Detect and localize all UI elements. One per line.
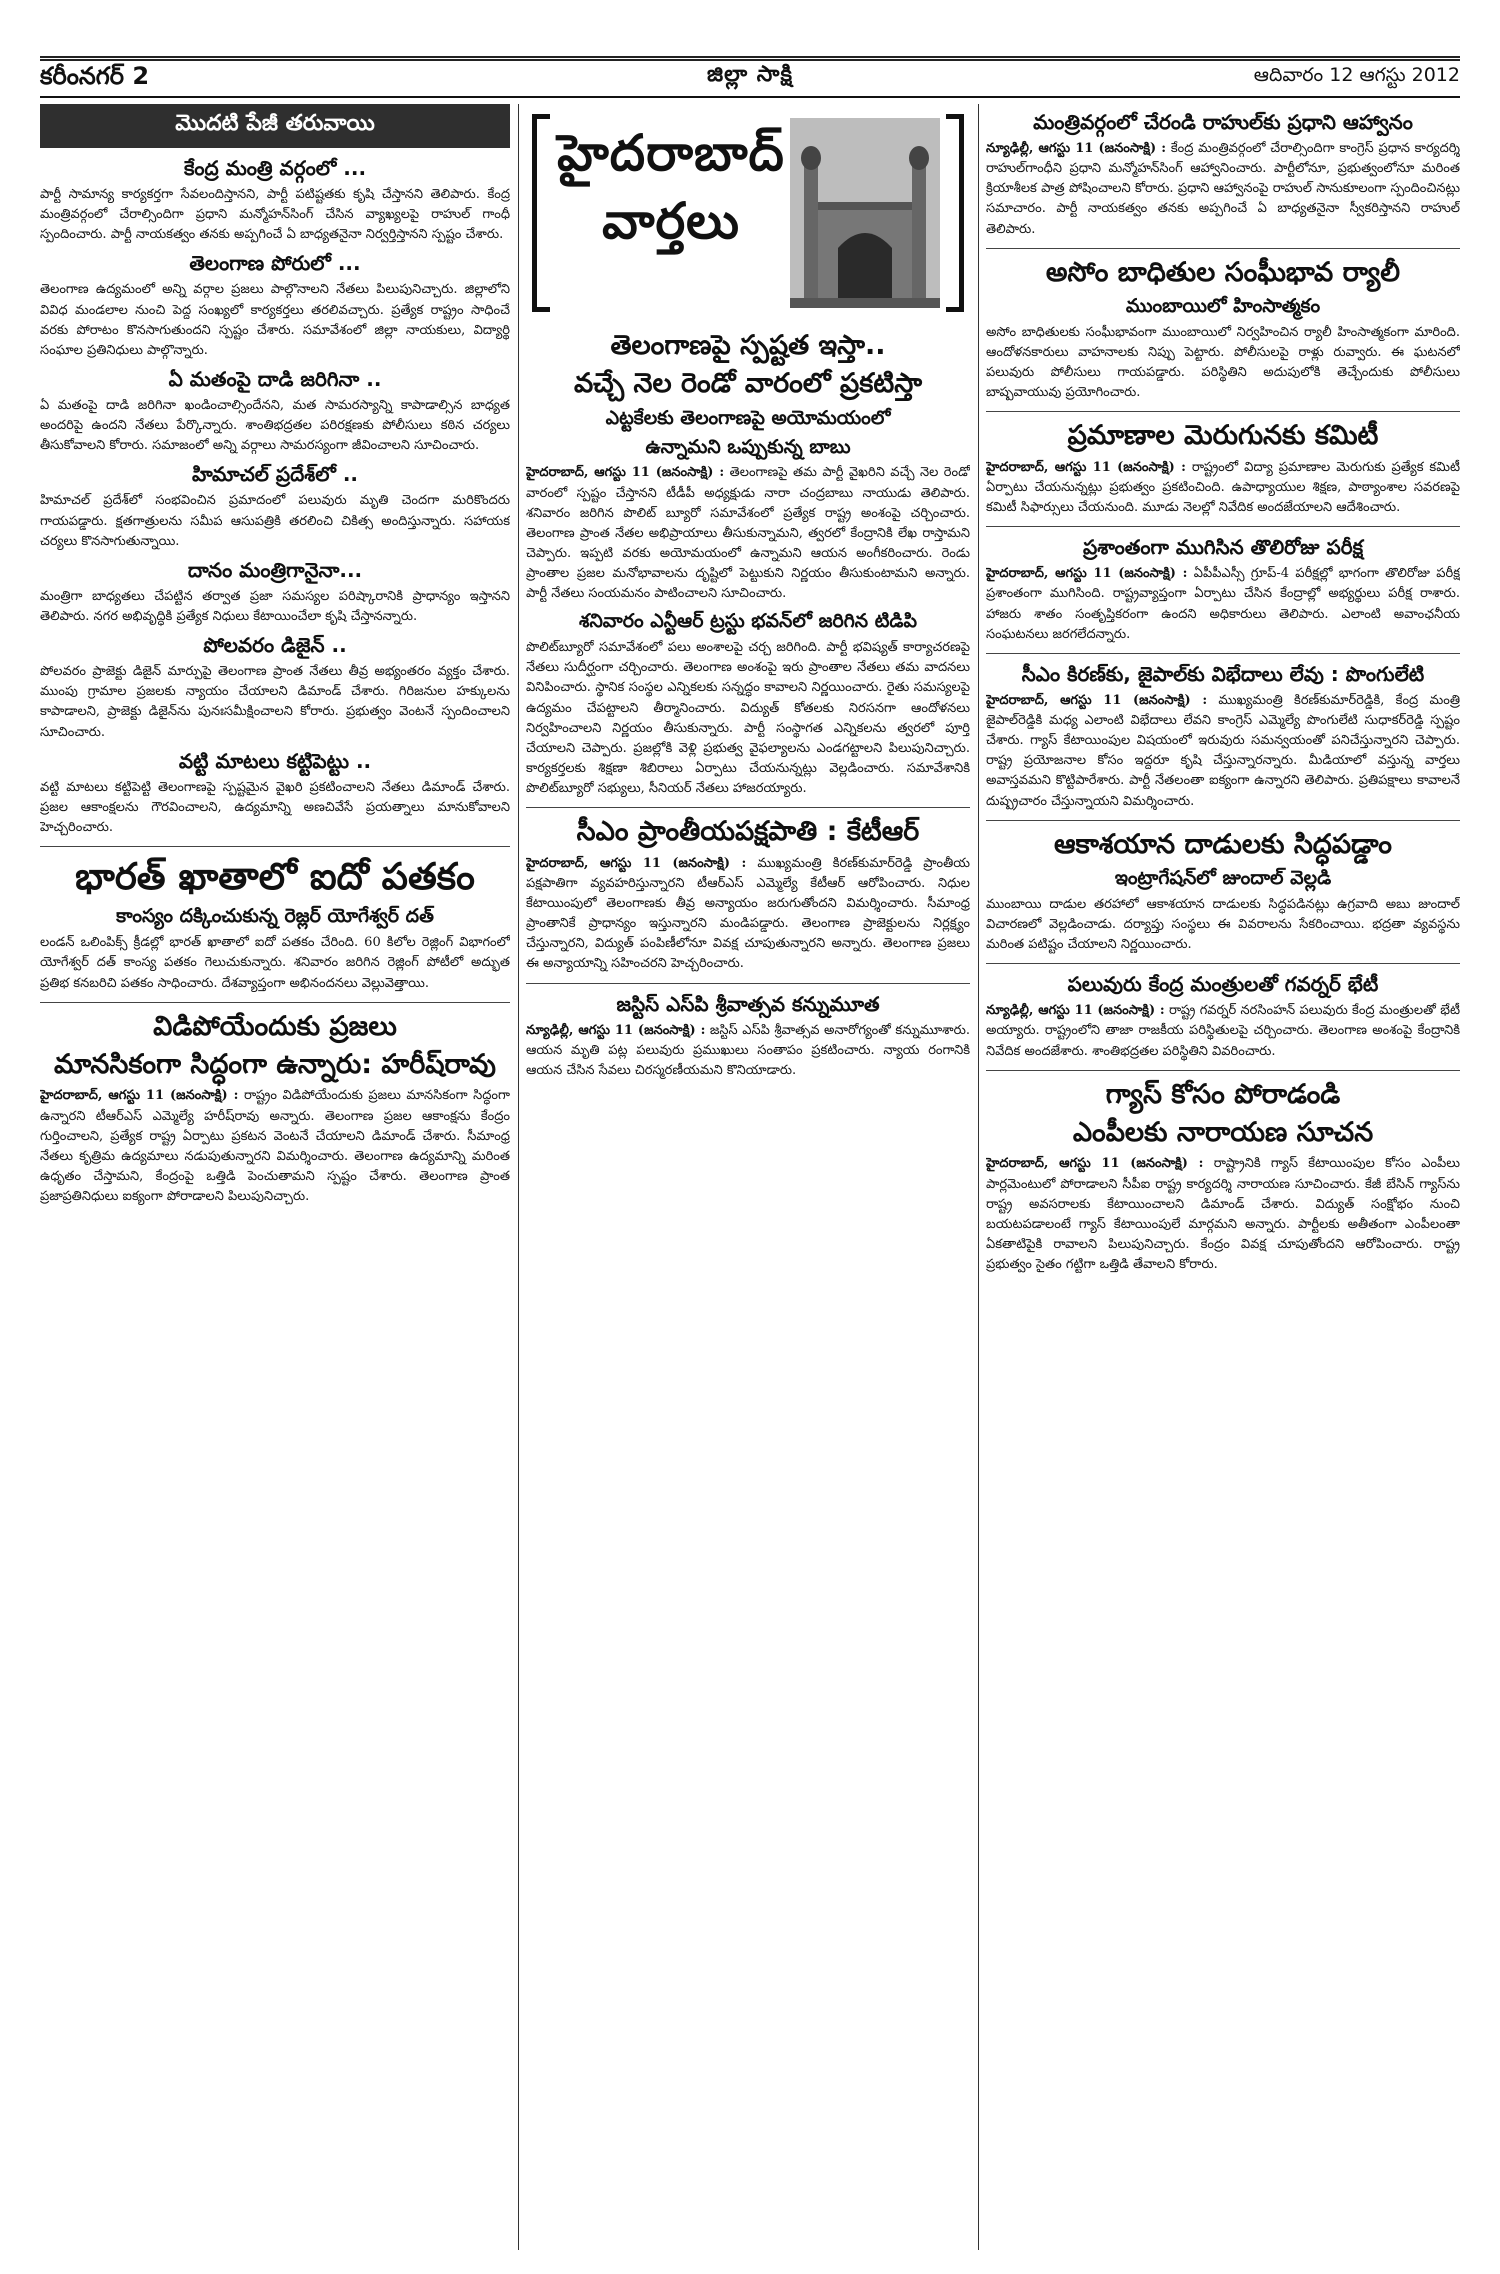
dateline: హైదరాబాద్‌, ఆగస్టు 11 (జనంసాక్షి) : [986,692,1208,708]
article-divider [986,526,1460,527]
dateline: హైదరాబాద్‌, ఆగస్టు 11 (జనంసాక్షి) : [986,1156,1204,1172]
article-body: ముంబాయి దాడుల తరహాలో ఆకాశయాన దాడులకు సిద్ధపడినట్లు ఉగ్రవాది అబు జుందాల్‌ విచారణలో వెల్లడించాడు. దర్యాప్తు సంస్థలు ఈ వివరాలను సేకరించాయి. భద్రతా వ్యవస్థను మరింత పటిష్టం చేయాలని నిర్ణయించారు. [986,896,1460,953]
dateline: న్యూఢిల్లీ, ఆగస్టు 11 (జనంసాక్షి) : [526,1022,706,1038]
article-divider [986,1070,1460,1071]
issue-date: ఆదివారం 12 ఆగస్టు 2012 [1253,64,1460,86]
dateline: హైదరాబాద్‌, ఆగస్టు 11 (జనంసాక్షి) : [526,855,747,871]
article-divider [526,807,970,808]
article-subheadline: ఇంట్రాగేషన్‌లో జుందాల్‌ వెల్లడి [1114,867,1332,890]
right-column [986,104,1460,2250]
article-body: రాష్ట్రంలో విద్యా ప్రమాణాల మెరుగుకు ప్రత్యేక కమిటీ ఏర్పాటు చేయనున్నట్లు ప్రభుత్వం ప్రకటించింది. ఉపాధ్యాయుల శిక్షణ, పాఠ్యాంశాల సవరణపై కమిటీ సిఫార్సులు చేయనుంది. మూడు నెలల్లో నివేదిక అందజేయాలని ఆదేశించారు. [986,459,1460,516]
article-body: తెలంగాణ ఉద్యమంలో అన్ని వర్గాల ప్రజలు పాల్గొనాలని నేతలు పిలుపునిచ్చారు. జిల్లాలోని వివిధ మండలాల నుంచి పెద్ద సంఖ్యలో కార్యకర్తలు తరలివచ్చారు. ప్రత్యేక రాష్ట్రం సాధించే వరకు పోరాటం కొనసాగుతుందని స్పష్టం చేశారు. సమావేశంలో జిల్లా నాయకులు, విద్యార్థి సంఘాల ప్రతినిధులు పాల్గొన్నారు. [40,282,510,358]
section-title-bar: మొదటి పేజీ తరువాయి [40,104,510,148]
article-body: వట్టి మాటలు కట్టిపెట్టి తెలంగాణపై స్పష్టమైన వైఖరి ప్రకటించాలని నేతలు డిమాండ్‌ చేశారు. ప్రజల ఆకాంక్షలను గౌరవించాలని, ఉద్యమాన్ని అణచివేసే ప్రయత్నాలు మానుకోవాలని హెచ్చరించారు. [40,779,510,835]
article-subheadline: కాంస్యం దక్కించుకున్న రెజ్లర్‌ యోగేశ్వర్‌ దత్‌ [116,905,434,928]
dateline: హైదరాబాద్‌, ఆగస్టు 11 (జనంసాక్షి) : [526,465,725,481]
article-heading: కేంద్ర మంత్రి వర్గంలో ... [183,156,367,180]
bracket-right [946,114,964,312]
article-subheadline: ముంబాయిలో హింసాత్మకం [1125,295,1321,318]
page-label: కరీంనగర్‌ 2 [40,62,150,90]
article-headline: విడిపోయేందుకు ప్రజలు [153,1010,397,1042]
article-body: రాష్ట్రం విడిపోయేందుకు ప్రజలు మానసికంగా సిద్ధంగా ఉన్నారని టీఆర్‌ఎస్‌ ఎమ్మెల్యే హరీష్‌రావు అన్నారు. తెలంగాణ ప్రజల ఆకాంక్షను కేంద్రం గుర్తించాలని, ప్రత్యేక రాష్ట్ర ఏర్పాటు ప్రకటన వెంటనే చేయాలని డిమాండ్‌ చేశారు. సీమాంధ్ర నేతలు కృత్రిమ ఉద్యమాలు నడుపుతున్నారని విమర్శించారు. తెలంగాణ ఉద్యమాన్ని మరింత ఉధృతం చేస్తామని, కేంద్రంపై ఒత్తిడి పెంచుతామని స్పష్టం చేశారు. తెలంగాణ ప్రాంత ప్రజాప్రతినిధులు ఐక్యంగా పోరాడాలని పిలుపునిచ్చారు. [40,1088,510,1205]
article-body: తెలంగాణపై తమ పార్టీ వైఖరిని వచ్చే నెల రెండో వారంలో స్పష్టం చేస్తానని టీడీపీ అధ్యక్షుడు నారా చంద్రబాబు నాయుడు తెలిపారు. శనివారం జరిగిన పొలిట్‌ బ్యూరో సమావేశంలో ప్రత్యేక రాష్ట్ర అంశంపై చర్చించారు. తెలంగాణ ప్రాంత నేతల అభిప్రాయాలు తీసుకున్నామని, త్వరలో కేంద్రానికి లేఖ రాస్తామని చెప్పారు. ఇప్పటి వరకు అయోమయంలో ఉన్నామని ఆయన అంగీకరించారు. రెండు ప్రాంతాల ప్రజల మనోభావాలను దృష్టిలో పెట్టుకుని నిర్ణయం తీసుకుంటామని అన్నారు. పార్టీ నేతలు సంయమనం పాటించాలని సూచించారు. [526,465,970,602]
masthead: జిల్లా సాక్షి [707,62,793,87]
article-divider [986,963,1460,964]
middle-column [526,104,970,2250]
column-divider [518,104,519,2250]
article-headline: తెలంగాణపై స్పష్టత ఇస్తా.. [610,330,886,361]
article-body: జస్టిస్‌ ఎస్‌పి శ్రీవాత్సవ అనారోగ్యంతో కన్నుమూశారు. ఆయన మృతి పట్ల పలువురు ప్రముఖులు సంతాపం ప్రకటించారు. న్యాయ రంగానికి ఆయన చేసిన సేవలు చిరస్మరణీయమని కొనియాడారు. [526,1022,970,1078]
article-kicker: ఉన్నామని ఒప్పుకున్న బాబు [645,435,851,458]
photo-caption: శనివారం ఎన్టీఆర్‌ ట్రస్టు భవన్‌లో జరిగిన టిడిపి [579,610,917,633]
article-body: పోలవరం ప్రాజెక్టు డిజైన్‌ మార్పుపై తెలంగాణ ప్రాంత నేతలు తీవ్ర అభ్యంతరం వ్యక్తం చేశారు. ముంపు గ్రామాల ప్రజలకు న్యాయం చేయాలని డిమాండ్‌ చేశారు. గిరిజనుల హక్కులను కాపాడాలని, ప్రాజెక్టు డిజైన్‌ను పునఃసమీక్షించాలని కోరారు. ప్రభుత్వం వెంటనే స్పందించాలని సూచించారు. [40,664,510,740]
article-body: పార్టీ సామాన్య కార్యకర్తగా సేవలందిస్తానని, పార్టీ పటిష్టతకు కృషి చేస్తానని తెలిపారు. కేంద్ర మంత్రివర్గంలో చేరాల్సిందిగా ప్రధాని మన్మోహన్‌సింగ్‌ చేసిన వ్యాఖ్యలపై రాహుల్‌ గాంధీ స్పందించారు. పార్టీ నాయకత్వం తనకు అప్పగించే ఏ బాధ్యతనైనా నిర్వర్తిస్తానని స్పష్టం చేశారు. [40,187,510,243]
dateline: న్యూఢిల్లీ, ఆగస్టు 11 (జనంసాక్షి) : [986,1003,1165,1019]
article-body: హిమాచల్‌ ప్రదేశ్‌లో సంభవించిన ప్రమాదంలో పలువురు మృతి చెందగా మరికొందరు గాయపడ్డారు. క్షతగాత్రులను సమీప ఆసుపత్రికి తరలించి చికిత్స అందిస్తున్నారు. సహాయక చర్యలు కొనసాగుతున్నాయి. [40,493,510,549]
header-rule [40,96,1460,98]
article-body: పొలిట్‌బ్యూరో సమావేశంలో పలు అంశాలపై చర్చ జరిగింది. పార్టీ భవిష్యత్‌ కార్యాచరణపై నేతలు సుదీర్ఘంగా చర్చించారు. తెలంగాణ అంశంపై ఇరు ప్రాంతాల నేతలు తమ వాదనలు వినిపించారు. స్థానిక సంస్థల ఎన్నికలకు సన్నద్ధం కావాలని నిర్ణయించారు. రైతు సమస్యలపై ఉద్యమం చేపట్టాలని తీర్మానించారు. విద్యుత్‌ కోతలకు నిరసనగా ఆందోళనలు నిర్వహించాలని నిర్ణయం తీసుకున్నారు. పార్టీ సంస్థాగత ఎన్నికలను త్వరలో పూర్తి చేయాలని చెప్పారు. ప్రజల్లోకి వెళ్లి ప్రభుత్వ వైఫల్యాలను ఎండగట్టాలని పిలుపునిచ్చారు. కార్యకర్తలకు శిక్షణా శిబిరాలు ఏర్పాటు చేయనున్నట్లు వెల్లడించారు. సమావేశానికి పొలిట్‌బ్యూరో సభ్యులు, సీనియర్‌ నేతలు హాజరయ్యారు. [526,640,970,797]
article-headline: అసోం బాధితుల సంఘీభావ ర్యాలీ [1045,256,1401,288]
article-divider [986,248,1460,249]
article-headline: సీఎం ప్రాంతీయపక్షపాతి : కేటీఆర్‌ [576,816,920,848]
article-headline: ఆకాశయాన దాడులకు సిద్ధపడ్డాం [1054,828,1392,860]
article-heading: హిమాచల్‌ ప్రదేశ్‌లో .. [191,462,359,487]
article-body: మంత్రిగా బాధ్యతలు చేపట్టిన తర్వాత ప్రజా సమస్యల పరిష్కారానికి ప్రాధాన్యం ఇస్తానని తెలిపారు. నగర అభివృద్ధికి ప్రత్యేక నిధులు కేటాయించేలా కృషి చేస్తానన్నారు. [40,588,510,624]
article-headline: మానసికంగా సిద్ధంగా ఉన్నారు: హరీష్‌రావు [54,1049,496,1081]
dateline: హైదరాబాద్‌, ఆగస్టు 11 (జనంసాక్షి) : [40,1088,239,1104]
article-body: ముఖ్యమంత్రి కిరణ్‌కుమార్‌రెడ్డికి, కేంద్ర మంత్రి జైపాల్‌రెడ్డికి మధ్య ఎలాంటి విభేదాలు లేవని కాంగ్రెస్‌ ఎమ్మెల్యే పొంగులేటి సుధాకర్‌రెడ్డి స్పష్టం చేశారు. గ్యాస్‌ కేటాయింపుల విషయంలో ఇరువురు సమన్వయంతో పనిచేస్తున్నారని చెప్పారు. రాష్ట్ర ప్రయోజనాల కోసం ఇద్దరూ కృషి చేస్తున్నారన్నారు. మీడియాలో వస్తున్న వార్తలు అవాస్తవమని కొట్టిపారేశారు. పార్టీ నేతలంతా ఐక్యంగా ఉన్నారని తెలిపారు. ప్రతిపక్షాలు కావాలనే దుష్ప్రచారం చేస్తున్నాయని విమర్శించారు. [986,692,1460,809]
article-headline: గ్యాస్‌ కోసం పోరాడండి [1105,1078,1341,1110]
article-headline: వచ్చే నెల రెండో వారంలో ప్రకటిస్తా [573,368,923,400]
article-heading: తెలంగాణ పోరులో ... [189,251,361,276]
article-divider [40,1002,510,1003]
article-headline: సీఎం కిరణ్‌కు, జైపాల్‌కు విభేదాలు లేవు : పొంగులేటి [1021,661,1425,686]
article-divider [986,820,1460,821]
article-headline: పలువురు కేంద్ర మంత్రులతో గవర్నర్‌ భేటీ [1067,972,1379,997]
article-body: అసోం బాధితులకు సంఘీభావంగా ముంబాయిలో నిర్వహించిన ర్యాలీ హింసాత్మకంగా మారింది. ఆందోళనకారులు వాహనాలకు నిప్పు పెట్టారు. పోలీసులపై రాళ్లు రువ్వారు. ఈ ఘటనలో పలువురు పోలీసులు గాయపడ్డారు. పరిస్థితిని అదుపులోకి తెచ్చేందుకు పోలీసులు బాష్పవాయువు ప్రయోగించారు. [986,324,1460,401]
dateline: న్యూఢిల్లీ, ఆగస్టు 11 (జనంసాక్షి) : [986,141,1167,156]
dateline: హైదరాబాద్‌, ఆగస్టు 11 (జనంసాక్షి) : [986,459,1186,475]
article-heading: ఏ మతంపై దాడి జరిగినా .. [168,366,382,391]
article-heading: వట్టి మాటలు కట్టిపెట్టు .. [178,748,372,773]
dateline: హైదరాబాద్‌, ఆగస్టు 11 (జనంసాక్షి) : [986,566,1188,582]
article-headline: జస్టిస్‌ ఎస్‌పి శ్రీవాత్సవ కన్నుమూత [616,991,880,1016]
article-body: రాష్ట్రానికి గ్యాస్‌ కేటాయింపుల కోసం ఎంపీలు పార్లమెంటులో పోరాడాలని సీపీఐ రాష్ట్ర కార్యదర్శి నారాయణ సూచించారు. కేజీ బేసిన్‌ గ్యాస్‌ను రాష్ట్ర అవసరాలకు కేటాయించాలని డిమాండ్‌ చేశారు. విద్యుత్‌ సంక్షోభం నుంచి బయటపడాలంటే గ్యాస్‌ కేటాయింపులే మార్గమని అన్నారు. పార్టీలకు అతీతంగా ఎంపీలంతా ఏకతాటిపైకి రావాలని పిలుపునిచ్చారు. కేంద్రం వివక్ష చూపుతోందని ఆరోపించారు. రాష్ట్ర ప్రభుత్వం సైతం గట్టిగా ఒత్తిడి తేవాలని కోరారు. [986,1156,1460,1273]
left-column [40,104,510,2250]
bracket-left [532,114,550,312]
article-body: ఏపీపీఎస్సీ గ్రూప్‌-4 పరీక్షల్లో భాగంగా తొలిరోజు పరీక్ష ప్రశాంతంగా ముగిసింది. రాష్ట్రవ్యాప్తంగా ఏర్పాటు చేసిన కేంద్రాల్లో అభ్యర్థులు పరీక్ష రాశారు. హాజరు శాతం సంతృప్తికరంగా ఉందని అధికారులు తెలిపారు. ఎలాంటి అవాంఛనీయ సంఘటనలు జరగలేదన్నారు. [986,566,1460,642]
banner-title: హైదరాబాద్‌ వార్తలు [557,124,785,250]
article-headline: మంత్రివర్గంలో చేరండి రాహుల్‌కు ప్రధాని ఆహ్వానం [1033,110,1413,134]
article-headline: ప్రమాణాల మెరుగునకు కమిటీ [1067,420,1379,452]
article-headline: ప్రశాంతంగా ముగిసిన తొలిరోజు పరీక్ష [1082,535,1364,560]
article-divider [526,983,970,984]
article-heading: దానం మంత్రిగానైనా... [187,557,363,582]
article-divider [986,411,1460,412]
article-divider [40,846,510,847]
article-divider [986,653,1460,654]
article-heading: పోలవరం డిజైన్‌ .. [203,633,347,658]
top-rule [40,56,1460,61]
column-divider [978,104,979,2250]
article-body: ముఖ్యమంత్రి కిరణ్‌కుమార్‌రెడ్డి ప్రాంతీయ పక్షపాతిగా వ్యవహరిస్తున్నారని టీఆర్‌ఎస్‌ ఎమ్మెల్యే కేటీఆర్‌ ఆరోపించారు. నిధుల కేటాయింపులో తెలంగాణకు తీవ్ర అన్యాయం జరుగుతోందని విమర్శించారు. సీమాంధ్ర ప్రాంతానికే ప్రాధాన్యం ఇస్తున్నారని మండిపడ్డారు. తెలంగాణ ప్రాజెక్టులను నిర్లక్ష్యం చేస్తున్నారని, విద్యుత్‌ పంపిణీలోనూ వివక్ష చూపుతున్నారని అన్నారు. తెలంగాణ ప్రజలు ఈ అన్యాయాన్ని సహించరని హెచ్చరించారు. [526,855,970,972]
article-body: కేంద్ర మంత్రివర్గంలో చేరాల్సిందిగా కాంగ్రెస్‌ ప్రధాన కార్యదర్శి రాహుల్‌గాంధీని ప్రధాని మన్మోహన్‌సింగ్‌ ఆహ్వానించారు. పార్టీలోనూ, ప్రభుత్వంలోనూ మరింత క్రియాశీలక పాత్ర పోషించాలని కోరారు. ప్రధాని ఆహ్వానంపై రాహుల్‌ సానుకూలంగా స్పందించినట్లు సమాచారం. పార్టీ నాయకత్వం తనకు అప్పగించే ఏ బాధ్యతనైనా స్వీకరిస్తానని రాహుల్‌ తెలిపారు. [986,141,1460,237]
article-headline: భారత్‌ ఖాతాలో ఐదో పతకం [75,855,475,899]
article-headline: ఎంపీలకు నారాయణ సూచన [1072,1117,1374,1149]
article-body: రాష్ట్ర గవర్నర్‌ నరసింహన్‌ పలువురు కేంద్ర మంత్రులతో భేటీ అయ్యారు. రాష్ట్రంలోని తాజా రాజకీయ పరిస్థితులపై చర్చించారు. తెలంగాణ అంశంపై కేంద్రానికి నివేదిక అందజేశారు. శాంతిభద్రతల పరిస్థితిని వివరించారు. [986,1003,1460,1059]
article-kicker: ఎట్టకేలకు తెలంగాణపై అయోమయంలో [605,406,891,429]
article-body: ఏ మతంపై దాడి జరిగినా ఖండించాల్సిందేనని, మత సామరస్యాన్ని కాపాడాల్సిన బాధ్యత అందరిపై ఉందని నేతలు పేర్కొన్నారు. శాంతిభద్రతల పరిరక్షణకు పోలీసులు కఠిన చర్యలు తీసుకోవాలని కోరారు. సమాజంలో అన్ని వర్గాలు సామరస్యంగా జీవించాలని సూచించారు. [40,397,510,454]
hyderabad-news-banner [526,106,970,320]
charminar-icon [790,118,940,308]
article-body: లండన్‌ ఒలింపిక్స్‌ క్రీడల్లో భారత్‌ ఖాతాలో ఐదో పతకం చేరింది. 60 కిలోల రెజ్లింగ్‌ విభాగంలో యోగేశ్వర్‌ దత్‌ కాంస్య పతకం గెలుచుకున్నారు. శనివారం జరిగిన రెజ్లింగ్‌ పోటీలో అద్భుత ప్రతిభ కనబరిచి పతకం సాధించారు. దేశవ్యాప్తంగా అభినందనలు వెల్లువెత్తాయి. [40,935,510,991]
